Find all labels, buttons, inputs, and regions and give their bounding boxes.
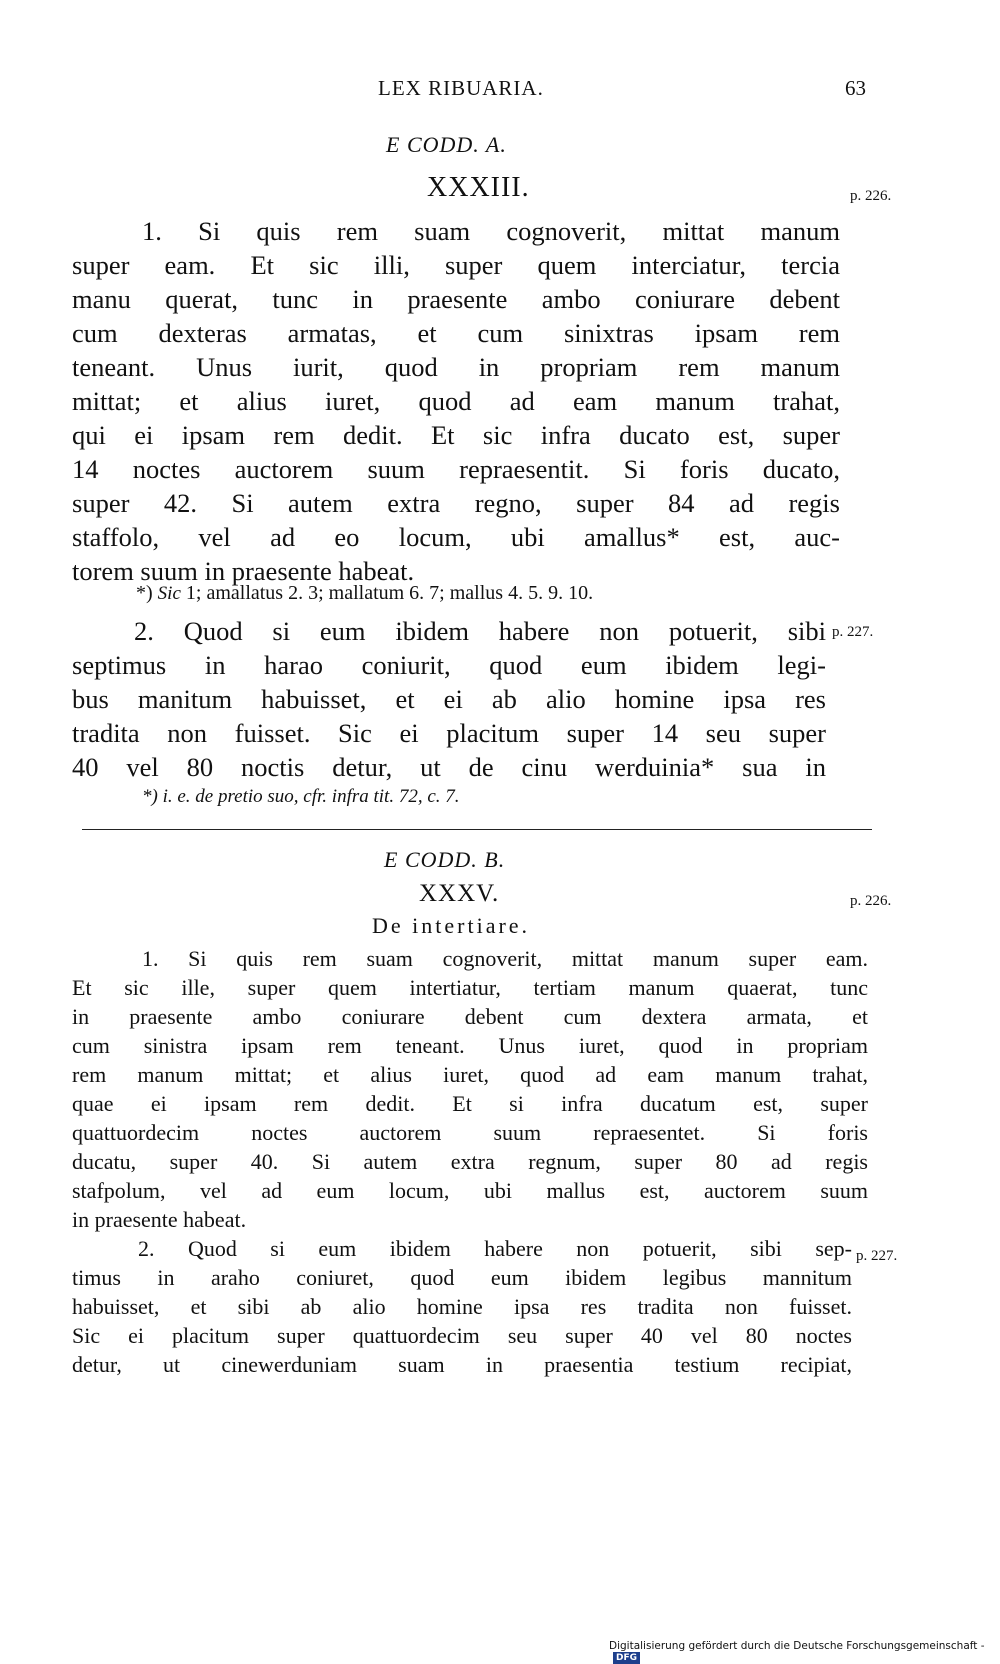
text-line: quae ei ipsam rem dedit. Et si infra ducatum est, super (72, 1091, 868, 1116)
text-line: 2. Quod si eum ibidem habere non potuerit, sibi sep- (138, 1236, 852, 1261)
text-line: ducatu, super 40. Si autem extra regnum, super 80 ad regis (72, 1149, 868, 1174)
text-line: detur, ut cinewerduniam suam in praesentia testium recipiat, (72, 1352, 852, 1377)
section-a-footnote-1 (136, 582, 593, 605)
section-b-source: E CODD. B. (384, 847, 506, 872)
section-a-para-1 (72, 214, 840, 588)
section-b-para-1 (72, 944, 868, 1234)
text-line: timus in araho coniuret, quod eum ibidem legibus mannitum (72, 1265, 852, 1290)
text-line: in praesente habeat. (72, 1207, 247, 1232)
text-line: 2. Quod si eum ibidem habere non potuerit, sibi (134, 616, 826, 646)
section-a-margin-ref-1: p. 226. (850, 188, 892, 204)
text-line: Et sic ille, super quem intertiatur, tertiam manum quaerat, tunc (72, 975, 868, 1000)
dfg-logo: DFG (613, 1652, 640, 1664)
text-line: quattuordecim noctes auctorem suum repraesentet. Si foris (72, 1120, 868, 1145)
section-a-title: XXXIII. (427, 172, 530, 203)
text-line: staffolo, vel ad eo locum, ubi amallus* est, auc- (72, 522, 840, 552)
section-a-source: E CODD. A. (386, 132, 507, 157)
text-line: stafpolum, vel ad eum locum, ubi mallus est, auctorem suum (72, 1178, 868, 1203)
text-line: mittat; et alius iuret, quod ad eam manum trahat, (72, 386, 840, 416)
text-line: manu querat, tunc in praesente ambo coniurare debent (72, 284, 840, 314)
footnote-mark: *) (136, 582, 153, 604)
digitization-credit (609, 1640, 1000, 1664)
text-line: super 42. Si autem extra regno, super 84 ad regis (72, 488, 840, 518)
section-b-title: XXXV. (419, 880, 500, 907)
text-line: septimus in harao coniurit, quod eum ibidem legi- (72, 650, 826, 680)
footnote-sic: Sic (157, 583, 181, 604)
running-header: LEX RIBUARIA. (378, 76, 544, 100)
text-line: cum dexteras armatas, et cum sinixtras ipsam rem (72, 318, 840, 348)
text-line: 40 vel 80 noctis detur, ut de cinu werduinia* sua in (72, 752, 826, 782)
text-line: tradita non fuisset. Sic ei placitum super 14 seu super (72, 718, 826, 748)
text-line: in praesente ambo coniurare debent cum dextera armata, et (72, 1004, 868, 1029)
section-a-footnote-2: *) i. e. de pretio suo, cfr. infra tit. 72, c. 7. (142, 786, 460, 807)
text-line: 14 noctes auctorem suum repraesentit. Si foris ducato, (72, 454, 840, 484)
text-line: rem manum mittat; et alius iuret, quod ad eam manum trahat, (72, 1062, 868, 1087)
text-line: teneant. Unus iurit, quod in propriam rem manum (72, 352, 840, 382)
section-b-para-2 (72, 1234, 852, 1379)
section-b-margin-ref-1: p. 226. (850, 893, 892, 909)
text-line: torem suum in praesente habeat. (72, 556, 415, 586)
text-line: super eam. Et sic illi, super quem interciatur, tercia (72, 250, 840, 280)
page-number: 63 (845, 76, 866, 100)
section-divider (82, 829, 872, 830)
credit-text: Digitalisierung gefördert durch die Deutsche Forschungsgemeinschaft - (609, 1640, 985, 1652)
text-line: cum sinistra ipsam rem teneant. Unus iuret, quod in propriam (72, 1033, 868, 1058)
section-a-para-2 (72, 614, 826, 784)
text-line: qui ei ipsam rem dedit. Et sic infra ducato est, super (72, 420, 840, 450)
section-a-margin-ref-2: p. 227. (832, 624, 874, 640)
footnote-text: 1; amallatus 2. 3; mallatum 6. 7; mallus 4. 5. 9. 10. (185, 582, 594, 604)
section-b-margin-ref-2: p. 227. (856, 1248, 898, 1264)
text-line: 1. Si quis rem suam cognoverit, mittat manum (142, 216, 840, 246)
section-b-subtitle: De intertiare. (372, 913, 531, 938)
text-line: habuisset, et sibi ab alio homine ipsa res tradita non fuisset. (72, 1294, 852, 1319)
text-line: 1. Si quis rem suam cognoverit, mittat manum super eam. (142, 946, 868, 971)
text-line: bus manitum habuisset, et ei ab alio homine ipsa res (72, 684, 826, 714)
text-line: Sic ei placitum super quattuordecim seu super 40 vel 80 noctes (72, 1323, 852, 1348)
